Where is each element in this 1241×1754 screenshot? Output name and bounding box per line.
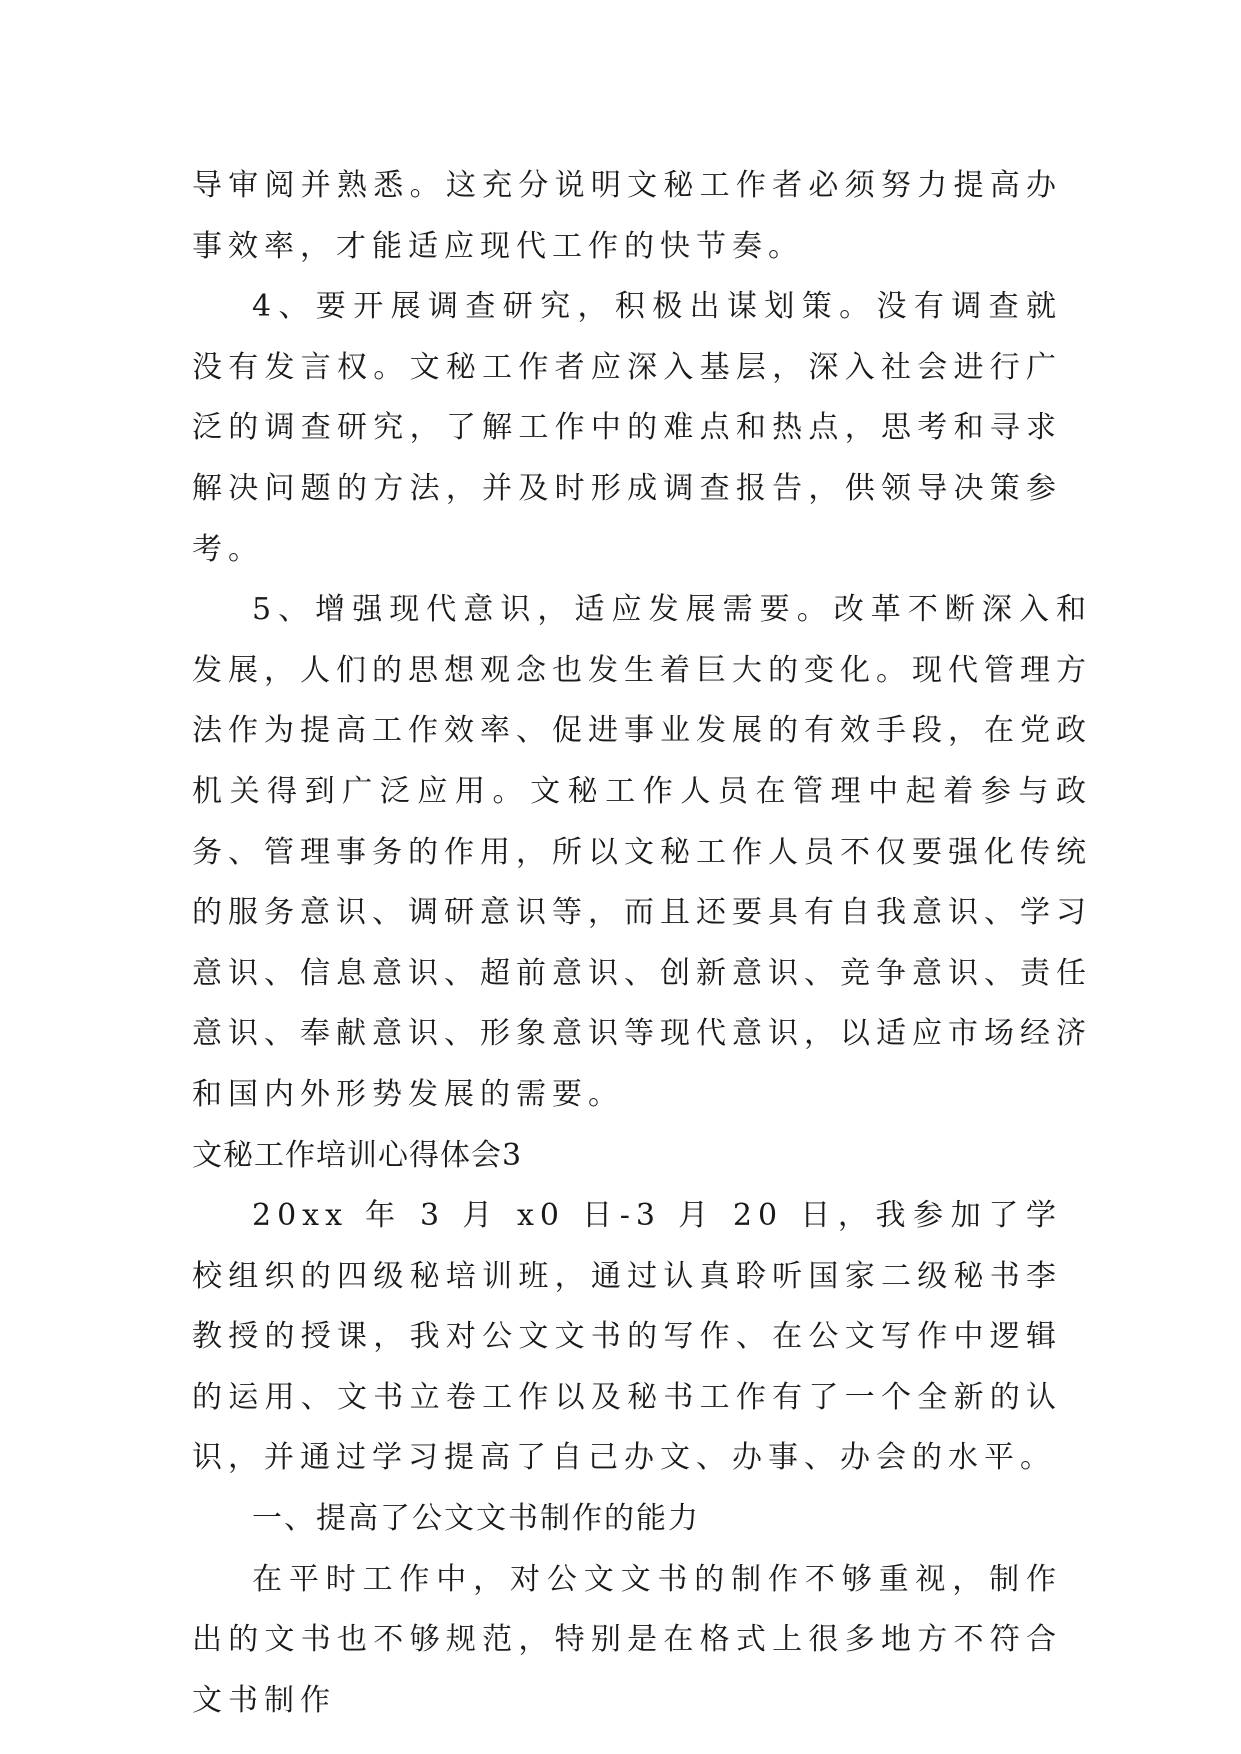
paragraph-efficiency-continuation: 导审阅并熟悉。这充分说明文秘工作者必须努力提高办事效率，才能适应现代工作的快节奏。 [192, 168, 1062, 264]
document-body [192, 156, 1092, 1731]
sub-heading-document-skills: 一、提高了公文文书制作的能力 [252, 1501, 700, 1537]
section-heading: 文秘工作培训心得体会3 [192, 1137, 523, 1173]
paragraph-item-4-research: 4、要开展调查研究，积极出谋划策。没有调查就没有发言权。文秘工作者应深入基层，深入社会进行广泛的调查研究，了解工作中的难点和热点，思考和寻求解决问题的方法，并及时形成调查报告，供领导决策参考。 [192, 289, 1062, 567]
paragraph-document-production: 在平时工作中，对公文文书的制作不够重视，制作出的文书也不够规范，特别是在格式上很多地方不符合文书制作 [192, 1561, 1062, 1718]
paragraph-item-5-modern-awareness: 5、增强现代意识，适应发展需要。改革不断深入和发展，人们的思想观念也发生着巨大的变化。现代管理方法作为提高工作效率、促进事业发展的有效手段，在党政机关得到广泛应用。文秘工作人员在管理中起着参与政务、管理事务的作用，所以文秘工作人员不仅要强化传统的服务意识、调研意识等，而且还要具有自我意识、学习意识、信息意识、超前意识、创新意识、竞争意识、责任意识、奉献意识、形象意识等现代意识，以适应市场经济和国内外形势发展的需要。 [192, 592, 1092, 1112]
paragraph-training-intro: 20xx 年 3 月 x0 日-3 月 20 日，我参加了学校组织的四级秘培训班，通过认真聆听国家二级秘书李教授的授课，我对公文文书的写作、在公文写作中逻辑的运用、文书立卷工作以及秘书工作有了一个全新的认识，并通过学习提高了自己办文、办事、办会的水平。 [192, 1198, 1062, 1476]
